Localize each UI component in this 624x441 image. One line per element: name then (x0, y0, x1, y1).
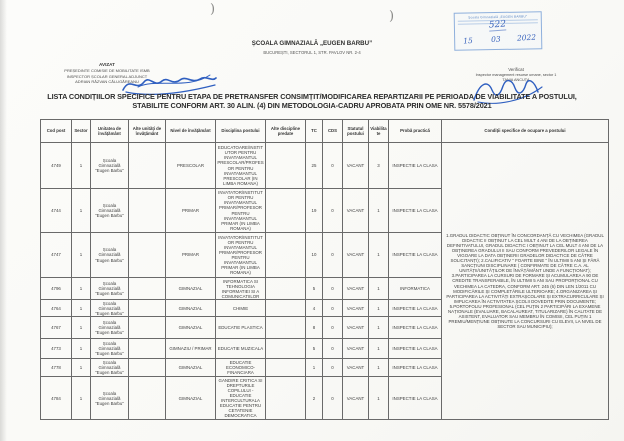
document-title-line1: LISTA CONDIȚIILOR SPECIFICE PENTRU ETAPA DE PRETRANSFER CONSIMȚIT/MODIFICAREA REPARTIZARII PE PERIOADA DE VIABILITATE A POSTULUI, (47, 92, 577, 101)
document-title-line2: STABILITE CONFORM ART. 30 ALIN. (4) DIN METODOLOGIA-CADRU APROBATA PRIN OME NR. 5578/2021 (132, 101, 492, 111)
cell-disciplina: EDUCATIE ECONOMICO-FINANCIARA (216, 359, 266, 377)
cell-alte-discipline (266, 278, 306, 300)
cell-alte-unitati (129, 278, 166, 300)
cell-tc: 5 (306, 278, 323, 300)
column-header-alte-discipline: Alte discipline predate (266, 120, 306, 143)
cell-viabilitate: 1 (369, 317, 389, 339)
verificat-signer-name: TANIA ANCUȚA (502, 78, 530, 83)
cell-alte-discipline (266, 317, 306, 339)
column-header-unitatea: Unitatea de învățământ (91, 120, 129, 143)
column-header-sector: Sector (72, 120, 91, 143)
cell-viabilitate: 1 (369, 233, 389, 278)
cell-statut: VACANT (343, 278, 369, 300)
cell-disciplina: EDUCATIE MUZICALA (216, 339, 266, 359)
cell-viabilitate: 1 (369, 359, 389, 377)
cell-proba-practica: INSPECTIE LA CLASA (389, 300, 442, 317)
cell-sector: 1 (72, 377, 91, 420)
cell-cds: 0 (323, 377, 343, 420)
column-header-proba-practica: Probă practică (389, 120, 442, 143)
cell-sector: 1 (72, 189, 91, 233)
cell-alte-discipline (266, 359, 306, 377)
cell-sector: 1 (72, 233, 91, 278)
cell-alte-unitati (129, 189, 166, 233)
cell-viabilitate: 1 (369, 339, 389, 359)
cell-cod-post: 4749 (41, 143, 72, 189)
cell-alte-discipline (266, 143, 306, 189)
cell-proba-practica: INSPECTIE LA CLASA (389, 339, 442, 359)
positions-table (40, 119, 609, 420)
cell-alte-unitati (129, 143, 166, 189)
cell-tc: 25 (306, 143, 323, 189)
conditions-cell: 1.GRADUL DIDACTIC OBȚINUT ÎN CONCORDANȚĂ CU VECHIMEA (GRADUL DIDACTIC II OBȚINUT LA CEL MULT 4 ANI DE LA OBȚINEREA DEFINITIVATULUI, GRADUL DIDACTIC I OBȚINUT LA CEL MULT 4 ANI DE LA OBȚINEREA GRADULUI II SAU CONFORM PREVEDERILOR LEGALE ÎN VIGOARE LA DATA OBȚINERII GRADELOR DIDACTICE DE CĂTRE SOLICITANȚI); 2.CALIFICATIV " FOARTE BINE " ÎN ULTIMII 5 ANI ȘI FĂRĂ SANCȚIUNI DISCIPLINARE ( CONFIRMATE DE CĂTRE C.A. AL UNITĂȚII/UNITĂȚILOR DE ÎNVĂȚĂMÂNT UNDE A FUNCȚIONAT); 3.PARTICIPAREA LA CURSURI DE FORMARE ȘI ACUMULAREA A 90 DE CREDITE TRANSFERABILE, ÎN ULTIMII 5 ANI SAU PROPORȚIONAL CU VECHIMEA LA CATEDRA, CONFORM ART. 245 (6) DIN LEN 1/2011 CU MODIFICĂRILE ȘI COMPLETĂRILE ULTERIOARE; 4.ORGANIZAREA ȘI PARTICIPAREA LA ACTIVITĂȚI EXTRAȘCOLARE ȘI EXTRACURRICULARE ȘI IMPLICAREA ÎN ACTIVITATEA ȘCOLII DOVEDITE PRIN DOCUMENTE; 5.PORTOFOLIU PROFESIONAL (CEL PUȚIN 2 PARTICIPĂRI LA EXAMENE NAȚIONALE (EVALUARE, BACALAUREAT, TITULARIZARE) ÎN CALITATE DE ASISTENT, EVALUATOR SAU MEMBRU ÎN COMISII, CEL PUȚIN 1 PREMIU/MENȚIUNE OBȚINUTE LA CONCURSURI CU ELEVII, LA NIVEL DE SECTOR SAU MUNICIPIU); (442, 143, 609, 420)
cell-nivel: GIMNAZIAL (166, 317, 216, 339)
cell-cod-post: 4784 (41, 377, 72, 420)
scan-edge-shadow (0, 0, 7, 441)
cell-proba-practica: INSPECTIE LA CLASA (389, 143, 442, 189)
cell-unitate: Școala Gimnazială "Eugen Barbu" (91, 377, 129, 420)
column-header-alte-unitati: Alte unități de învățământ (129, 120, 166, 143)
cell-alte-discipline (266, 377, 306, 420)
verificat-role-line: Inspector management resurse umane, sector 1 (475, 72, 557, 77)
cell-sector: 1 (72, 339, 91, 359)
cell-unitate: Școala Gimnazială "Eugen Barbu" (91, 278, 129, 300)
avizat-role-line: INSPECTOR ȘCOLAR GENERAL ADJUNCT (66, 73, 148, 79)
cell-tc: 1 (306, 359, 323, 377)
avizat-label: AVIZAT (99, 62, 115, 67)
column-header-nivel: Nivel de învățământ (166, 120, 216, 143)
cell-disciplina: INVATATOR/INSTITUTOR PENTRU INVATAMANTUL PRIMAR/PROFESOR PENTRU INVATAMANTUL PRIMAR (IN LIMBA ROMANA) (216, 189, 266, 233)
cell-alte-discipline (266, 300, 306, 317)
cell-unitate: Școala Gimnazială "Eugen Barbu" (91, 339, 129, 359)
column-header-disciplina: Disciplina postului (216, 120, 266, 143)
cell-cod-post: 4767 (41, 317, 72, 339)
cell-nivel: GIMNAZIAL (166, 278, 216, 300)
cell-nivel: PRIMAR (166, 233, 216, 278)
cell-cod-post: 4773 (41, 339, 72, 359)
cell-statut: VACANT (343, 143, 369, 189)
cell-cds: 0 (323, 278, 343, 300)
cell-cod-post: 4796 (41, 278, 72, 300)
cell-unitate: Școala Gimnazială "Eugen Barbu" (91, 317, 129, 339)
cell-unitate: Școala Gimnazială "Eugen Barbu" (91, 300, 129, 317)
cell-statut: VACANT (343, 317, 369, 339)
cell-statut: VACANT (343, 339, 369, 359)
cell-nivel: GIMNAZIU / PRIMAR (166, 339, 216, 359)
cell-proba-practica: INSPECTIE LA CLASA (389, 359, 442, 377)
column-header-tc: TC (306, 120, 323, 143)
cell-nivel: PRESCOLAR (166, 143, 216, 189)
cell-cds: 0 (323, 143, 343, 189)
cell-sector: 1 (72, 359, 91, 377)
cell-alte-unitati (129, 300, 166, 317)
column-header-cds: CDS (323, 120, 343, 143)
avizat-role-line: PREȘEDINTE COMISIE DE MOBILITATE ISMB (64, 68, 150, 74)
cell-proba-practica: INSPECTIE LA CLASA (389, 377, 442, 420)
cell-statut: VACANT (343, 233, 369, 278)
cell-tc: 8 (306, 317, 323, 339)
cell-alte-unitati (129, 377, 166, 420)
cell-disciplina: EDUCATIE PLASTICA (216, 317, 266, 339)
column-header-viabilitate: Viabilitate (369, 120, 389, 143)
cell-cds: 0 (323, 300, 343, 317)
cell-proba-practica: INSPECTIE LA CLASA (389, 233, 442, 278)
cell-sector: 1 (72, 143, 91, 189)
cell-cds: 0 (323, 339, 343, 359)
cell-disciplina: EDUCATOARE/INSTITUTOR PENTRU INVATAMANTUL PRESCOLAR/PROFESOR PENTRU INVATAMANTUL PRESCOLAR (IN LIMBA ROMANA) (216, 143, 266, 189)
stamp-school-line: Școala Gimnazială „EUGEN BARBU” (468, 13, 528, 20)
cell-viabilitate: 1 (369, 377, 389, 420)
cell-alte-unitati (129, 339, 166, 359)
school-name: ȘCOALA GIMNAZIALĂ „EUGEN BARBU” (251, 40, 373, 47)
cell-proba-practica: INSPECTIE LA CLASA (389, 317, 442, 339)
cell-cod-post: 4744 (41, 189, 72, 233)
cell-unitate: Școala Gimnazială "Eugen Barbu" (91, 189, 129, 233)
scan-artifact-paren: ) (389, 9, 395, 24)
cell-proba-practica: INSPECTIE LA CLASA (389, 189, 442, 233)
cell-viabilitate: 1 (369, 278, 389, 300)
stamp-date-month: 03 (490, 34, 501, 44)
table-row (41, 143, 609, 189)
stamp-registration-number: 522 (488, 19, 507, 31)
cell-viabilitate: 1 (369, 189, 389, 233)
cell-cds: 0 (323, 359, 343, 377)
cell-viabilitate: 1 (369, 300, 389, 317)
cell-statut: VACANT (343, 377, 369, 420)
cell-cod-post: 4778 (41, 359, 72, 377)
cell-cod-post: 4747 (41, 233, 72, 278)
school-address: BUCUREȘTI, SECTORUL 1, STR. PAVLOV NR. 2-4 (263, 50, 361, 55)
scan-artifact-paren: ) (210, 2, 216, 17)
cell-tc: 4 (306, 300, 323, 317)
cell-statut: VACANT (343, 300, 369, 317)
column-header-cod-post: Cod post (41, 120, 72, 143)
cell-disciplina: CHIMIE (216, 300, 266, 317)
cell-alte-unitati (129, 359, 166, 377)
cell-sector: 1 (72, 300, 91, 317)
cell-cod-post: 4764 (41, 300, 72, 317)
cell-alte-discipline (266, 189, 306, 233)
cell-alte-discipline (266, 233, 306, 278)
cell-alte-unitati (129, 317, 166, 339)
cell-alte-discipline (266, 339, 306, 359)
cell-disciplina: INFORMATICA SI TEHNOLOGIA INFORMATIEI SI A COMUNICATIILOR (216, 278, 266, 300)
cell-unitate: Școala Gimnazială "Eugen Barbu" (91, 233, 129, 278)
cell-viabilitate: 3 (369, 143, 389, 189)
stamp-date-year: 2022 (516, 32, 537, 43)
avizat-signer-name: ADRIAN RĂZVAN CĂLUGĂREANU (75, 78, 139, 84)
cell-alte-unitati (129, 233, 166, 278)
cell-tc: 5 (306, 339, 323, 359)
cell-nivel: GIMNAZIAL (166, 300, 216, 317)
cell-disciplina: INVATATOR/INSTITUTOR PENTRU INVATAMANTUL PRIMAR/PROFESOR PENTRU INVATAMANTUL PRIMAR (IN LIMBA ROMANA) (216, 233, 266, 278)
cell-tc: 2 (306, 377, 323, 420)
cell-cds: 0 (323, 317, 343, 339)
cell-statut: VACANT (343, 359, 369, 377)
cell-cds: 0 (323, 233, 343, 278)
cell-proba-practica: INFORMATICA (389, 278, 442, 300)
document-title (12, 92, 611, 111)
column-header-conditii: Condiții specifice de ocupare a postului (442, 120, 609, 143)
cell-nivel: GIMNAZIAL (166, 377, 216, 420)
cell-sector: 1 (72, 317, 91, 339)
cell-cds: 0 (323, 189, 343, 233)
table-header-row (41, 120, 609, 143)
cell-unitate: Școala Gimnazială "Eugen Barbu" (91, 143, 129, 189)
cell-statut: VACANT (343, 189, 369, 233)
cell-unitate: Școala Gimnazială "Eugen Barbu" (91, 359, 129, 377)
cell-tc: 19 (306, 189, 323, 233)
cell-nivel: PRIMAR (166, 189, 216, 233)
stamp-date-day: 15 (462, 35, 473, 46)
cell-disciplina: GANDIRE CRITICA SI DREPTURILE COPILULUI - EDUCATIE INTERCULTURALA EDUCATIE PENTRU CETATENIE DEMOCRATICA (216, 377, 266, 420)
cell-sector: 1 (72, 278, 91, 300)
cell-nivel: GIMNAZIAL (166, 359, 216, 377)
cell-tc: 10 (306, 233, 323, 278)
verificat-label: Verificat (508, 67, 524, 72)
column-header-statut: Statutul postului (343, 120, 369, 143)
